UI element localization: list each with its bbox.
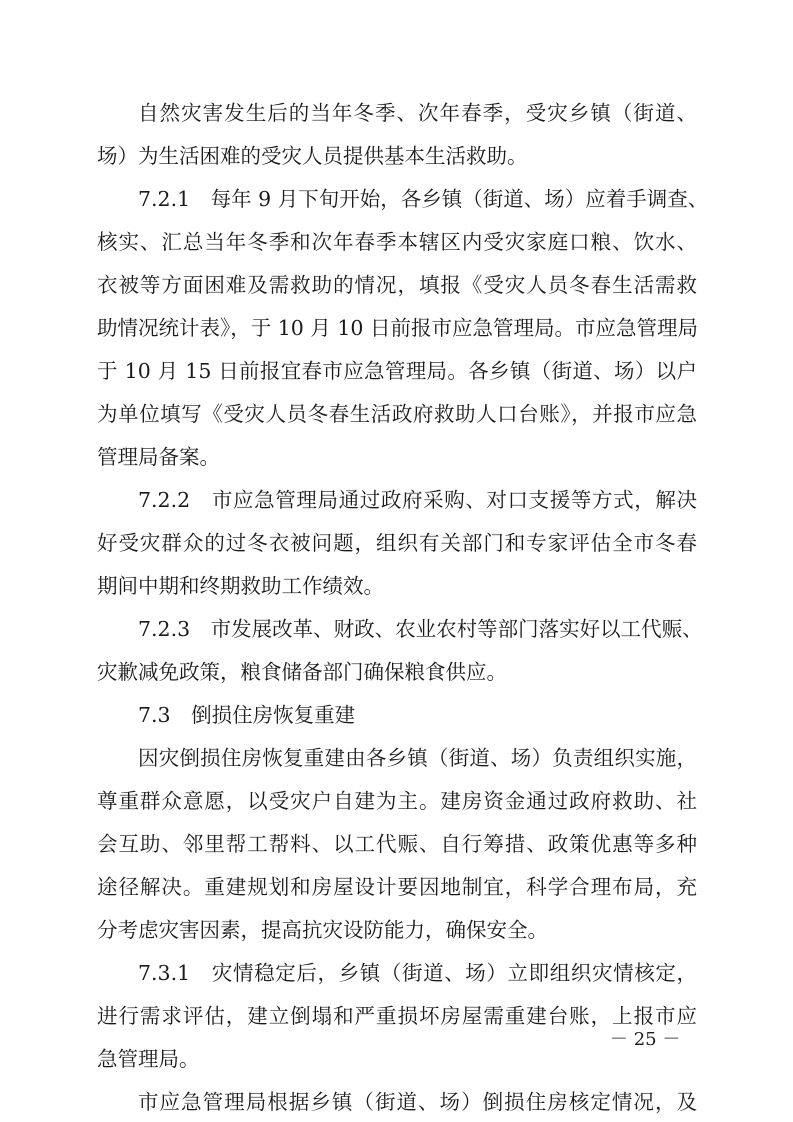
text-line: 衣被等方面困难及需救助的情况，填报《受灾人员冬春生活需救 bbox=[97, 273, 697, 297]
section-line: 7.3.1 灾情稳定后，乡镇（街道、场）立即组织灾情核定， bbox=[138, 961, 697, 985]
text-line: 市应急管理局根据乡镇（街道、场）倒损住房核定情况，及 bbox=[138, 1090, 697, 1114]
text-line: 期间中期和终期救助工作绩效。 bbox=[97, 574, 384, 598]
text-line: 场）为生活困难的受灾人员提供基本生活救助。 bbox=[97, 144, 528, 168]
text-line: 为单位填写《受灾人员冬春生活政府救助人口台账》，并报市应急 bbox=[97, 402, 697, 426]
page-number: － 25 － bbox=[610, 1029, 681, 1050]
text-line: 灾歉减免政策，粮食储备部门确保粮食供应。 bbox=[97, 660, 507, 684]
text-line: 会互助、邻里帮工帮料、以工代赈、自行筹措、政策优惠等多种 bbox=[97, 832, 697, 856]
text-line: 自然灾害发生后的当年冬季、次年春季，受灾乡镇（街道、 bbox=[138, 101, 697, 125]
text-line: 管理局备案。 bbox=[97, 445, 220, 469]
section-line: 7.2.3 市发展改革、财政、农业农村等部门落实好以工代赈、 bbox=[138, 617, 703, 641]
text-line: 核实、汇总当年冬季和次年春季本辖区内受灾家庭口粮、饮水、 bbox=[97, 230, 697, 254]
text-line: 进行需求评估，建立倒塌和严重损坏房屋需重建台账，上报市应 bbox=[97, 1004, 697, 1028]
text-line: 途径解决。重建规划和房屋设计要因地制宜，科学合理布局，充 bbox=[97, 875, 697, 899]
text-line: 急管理局。 bbox=[97, 1047, 200, 1071]
text-line: 尊重群众意愿，以受灾户自建为主。建房资金通过政府救助、社 bbox=[97, 789, 697, 813]
section-line: 7.2.2 市应急管理局通过政府采购、对口支援等方式，解决 bbox=[138, 488, 697, 512]
text-line: 助情况统计表》，于 10 月 10 日前报市应急管理局。市应急管理局 bbox=[97, 316, 698, 340]
text-line: 好受灾群众的过冬衣被问题，组织有关部门和专家评估全市冬春 bbox=[97, 531, 697, 555]
text-line: 于 10 月 15 日前报宜春市应急管理局。各乡镇（街道、场）以户 bbox=[97, 359, 697, 383]
text-line: 分考虑灾害因素，提高抗灾设防能力，确保安全。 bbox=[97, 918, 548, 942]
section-line: 7.2.1 每年 9 月下旬开始，各乡镇（街道、场）应着手调查、 bbox=[138, 187, 709, 211]
text-line: 因灾倒损住房恢复重建由各乡镇（街道、场）负责组织实施， bbox=[138, 746, 697, 770]
section-heading: 7.3 倒损住房恢复重建 bbox=[138, 703, 356, 727]
